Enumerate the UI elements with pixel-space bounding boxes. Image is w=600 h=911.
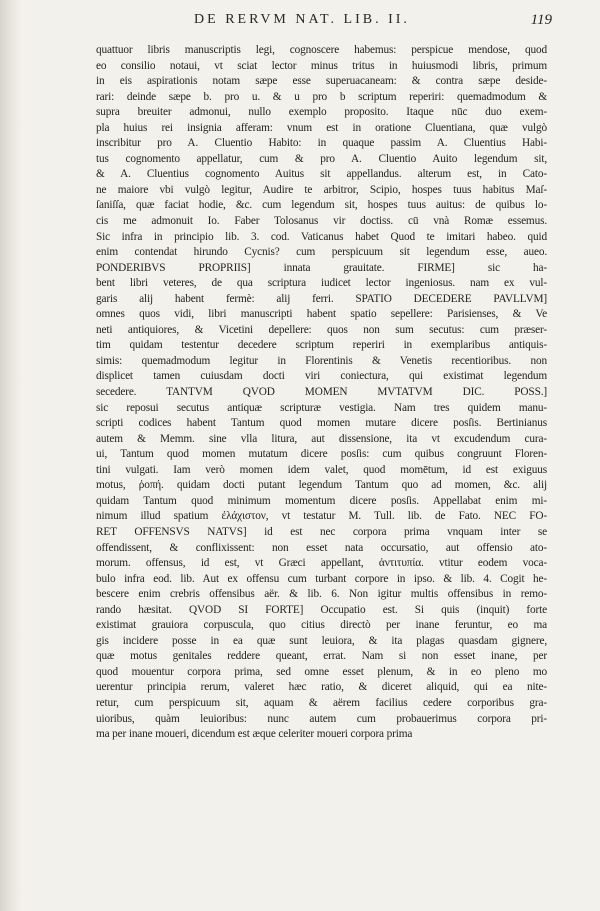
- text-line: quæ motus genitales reddere queant, errat. Nam si non esset inane, per: [96, 650, 547, 663]
- page-gutter-shadow: [0, 0, 22, 911]
- text-line: PONDERIBVS PROPRIIS] innata grauitate. FIRME] sic ha-: [96, 261, 547, 274]
- text-line: morum. offensus, id est, vt Græci appellant, ἀντιτυπία. vtitur eodem voca-: [96, 557, 547, 570]
- running-head: DE RERVM NAT. LIB. II.: [194, 12, 410, 27]
- text-line: uioribus, quàm leuioribus: nunc autem cum probauerimus corpora pri-: [96, 712, 547, 725]
- text-line: autem & Memm. sine vlla litura, aut dissensione, ita vt excudendum cura-: [96, 432, 547, 445]
- text-line: uerentur principia rerum, valeret hæc ratio, & diceret aliquid, qui ea nite-: [96, 681, 547, 694]
- text-line: bent libri veteres, de qua scriptura iudicet lector ingeniosus. nam ex vul-: [96, 277, 547, 290]
- text-line: gis incidere posse in ea quæ sunt leuiora, & ita plagas quasdam gignere,: [96, 634, 547, 647]
- text-line: in eis aspirationis notam sæpe esse superuacaneam: & contra sæpe deside-: [96, 75, 547, 88]
- text-line: ma per inane moueri, dicendum est æque celeriter moueri corpora prima: [96, 728, 413, 741]
- text-line: simis: quemadmodum legitur in Florentinis & Venetis recentioribus. non: [96, 354, 547, 367]
- text-line: motus, ῥοπή. quidam docti putant legendum Tantum quo ad momen, &c. alij: [96, 479, 547, 492]
- text-line: supra breuiter admonui, nullo exemplo proposito. Itaque nūc duo exem-: [96, 106, 547, 119]
- text-line: quidam Tantum quod minimum momentum dicere posſis. Appellabat enim mi-: [96, 494, 547, 507]
- text-line: quod mouentur corpora prima, sed omne esset plenum, & in eo pleno mo: [96, 665, 547, 678]
- text-line: ui, Tantum quod momen mutatum dicere posſis: cum quibus congruunt Floren-: [96, 448, 547, 461]
- text-line: quattuor libris manuscriptis legi, cognoscere habemus: perspicue mendose, quod: [96, 44, 547, 56]
- commentary-text-block: [96, 43, 547, 743]
- text-line: tim quidam testentur decedere scriptum reperiri in exemplaribus antiquis-: [96, 339, 547, 352]
- page-number: 119: [530, 12, 552, 28]
- text-line: pla huius rei insignia afferam: vnum est in oratione Cluentiana, quæ vulgò: [96, 121, 547, 134]
- text-line: tus cognomento appellatur, cum & pro A. Cluentio Auito legendum sit,: [96, 152, 547, 165]
- text-line: bulo infra eod. lib. Aut ex offensu cum turbant corpore in ipso. & lib. 4. Cogit he-: [96, 572, 547, 585]
- text-line: secedere. TANTVM QVOD MOMEN MVTATVM DIC. POSS.]: [96, 386, 547, 399]
- text-line: neti antiquiores, & Vicetini depellere: quos non sum secutus: cum præser-: [96, 323, 547, 336]
- text-line: sic reposui secutus antiquæ scripturæ vestigia. Nam tres quidem manu-: [96, 401, 547, 414]
- text-line: tini vulgati. Iam verò momen idem valet, quod momētum, id est exiguus: [96, 463, 547, 476]
- text-line: bescere enim crebris offensibus aër. & lib. 6. Non igitur multis offensibus in remo-: [96, 588, 547, 601]
- text-line: garis alij habent fermè: alij ferri. SPATIO DECEDERE PAVLLVM]: [96, 292, 547, 305]
- text-line: eo consilio notaui, vt sciat lector minus tritus in huiusmodi libris, primum: [96, 59, 547, 72]
- text-line: ne maiore vbi vulgò legitur, Audire te arbitror, Scipio, hospes tuus habitus Maſ-: [96, 183, 547, 196]
- text-line: omnes quos vidi, libri manuscripti habent spatio sepellere: Parisienses, & Ve: [96, 308, 547, 321]
- text-line: existimat grauiora corpuscula, quo citius directò per inane feruntur, eo ma: [96, 619, 547, 632]
- text-line: Sic infra in principio lib. 3. cod. Vaticanus habet Quod te imitari habeo. quid: [96, 230, 547, 243]
- text-line: nimum illud spatium ἐλάχιστον, vt testatur M. Tull. lib. de Fato. NEC FO-: [96, 510, 547, 523]
- text-line: enim contendat hirundo Cycnis? cum perspicuum sit legendum esse, aueo.: [96, 246, 547, 259]
- text-line: & A. Cluentius cognomento Auitus sit appellandus. alterum est, in Cato-: [96, 168, 547, 181]
- page-header: [92, 12, 552, 32]
- text-line: scripti codices habent Tantum quod momen mutare dicere posſis. Bertinianus: [96, 417, 547, 430]
- text-line: inscribitur pro A. Cluentio Habito: in quaque passim A. Cluentius Habi-: [96, 137, 547, 150]
- text-line: rari: deinde sæpe b. pro u. & u pro b scriptum reperiri: quemadmodum &: [96, 90, 547, 103]
- text-line: ſaniſſa, quæ faciat hodie, &c. cum legendum sit, hospes tuus auitus: de quibus lo-: [96, 199, 547, 212]
- text-line: displicet tamen cuiusdam docti viri coniectura, qui existimat legendum: [96, 370, 547, 383]
- text-line: RET OFFENSVS NATVS] id est nec corpora prima vnquam inter se: [96, 525, 547, 538]
- text-line: retur, cum perspicuum sit, aquam & aërem facilius cedere corporibus gra-: [96, 696, 547, 709]
- text-line: cis me admonuit Io. Faber Tolosanus vir doctiss. cū vnà Romæ essemus.: [96, 215, 547, 228]
- text-line: rando hæsitat. QVOD SI FORTE] Occupatio est. Si quis (inquit) forte: [96, 603, 547, 616]
- text-line: offendissent, & conflixissent: non esset nata occursatio, aut offensio ato-: [96, 541, 547, 554]
